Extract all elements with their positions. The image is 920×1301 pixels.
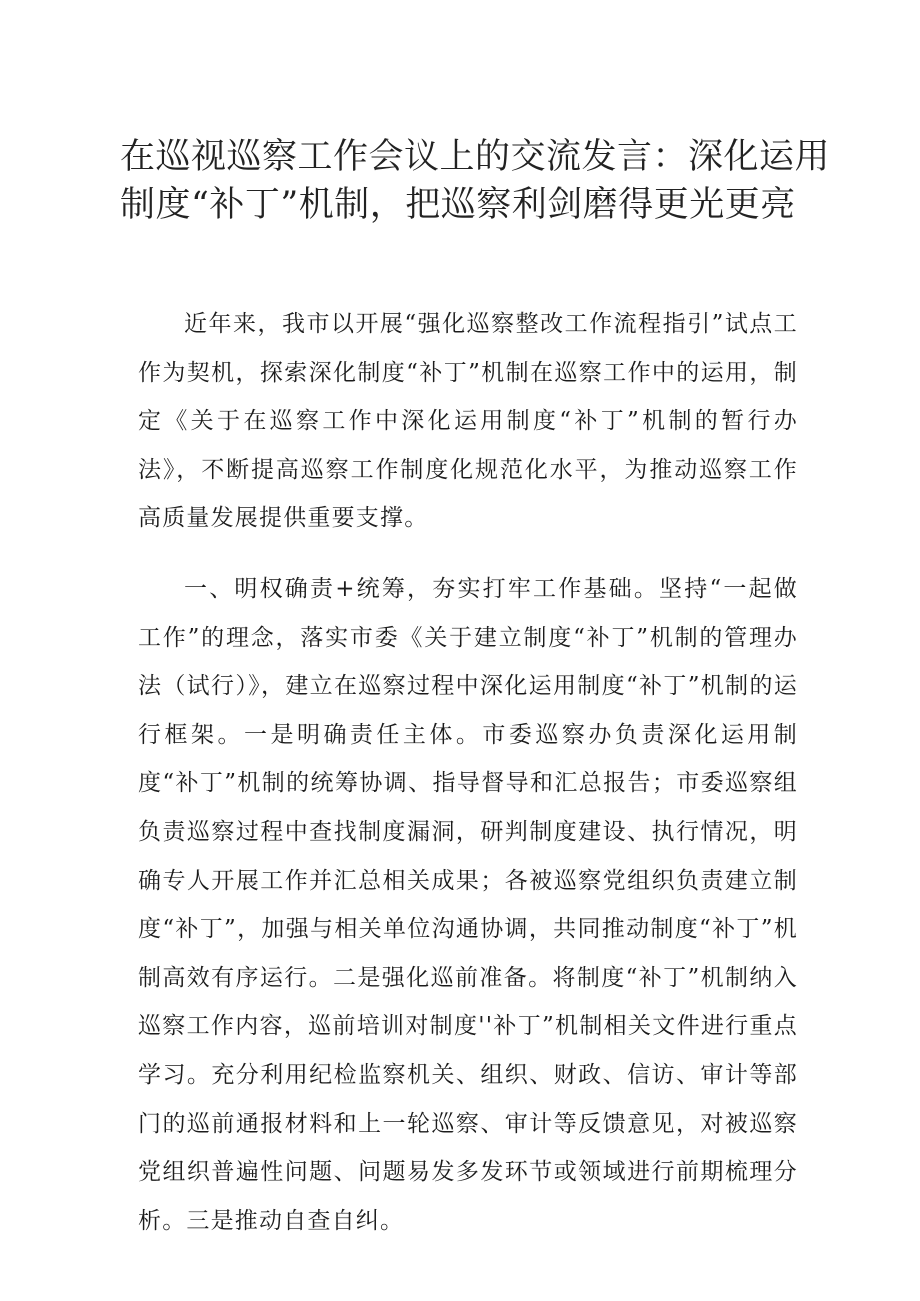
paragraph-intro: 近年来，我市以开展“强化巡察整改工作流程指引”试点工作为契机，探索深化制度“补丁”机制在巡察工作中的运用，制定《关于在巡察工作中深化运用制度“补丁”机制的暂行办法》，不断提高巡察工作制度化规范化水平，为推动巡察工作高质量发展提供重要支撑。 [138,311,798,532]
document-title [120,133,831,229]
document-body [138,300,798,1245]
title-line-2: 制度“补丁”机制，把巡察利剑磨得更光更亮 [120,185,796,225]
paragraph-section-one: 一、明权确责+统筹，夯实打牢工作基础。坚持“一起做工作”的理念，落实市委《关于建立制度“补丁”机制的管理办法（试行）》，建立在巡察过程中深化运用制度“补丁”机制的运行框架。一是明确责任主体。市委巡察办负责深化运用制度“补丁”机制的统筹协调、指导督导和汇总报告；市委巡察组负责巡察过程中查找制度漏洞，研判制度建设、执行情况，明确专人开展工作并汇总相关成果；各被巡察党组织负责建立制度“补丁”，加强与相关单位沟通协调，共同推动制度“补丁”机制高效有序运行。二是强化巡前准备。将制度“补丁”机制纳入巡察工作内容，巡前培训对制度''补丁”机制相关文件进行重点学习。充分利用纪检监察机关、组织、财政、信访、审计等部门的巡前通报材料和上一轮巡察、审计等反馈意见，对被巡察党组织普遍性问题、问题易发多发环节或领域进行前期梳理分析。三是推动自查自纠。 [138,575,798,1234]
title-line-1: 在巡视巡察工作会议上的交流发言：深化运用 [120,137,831,177]
